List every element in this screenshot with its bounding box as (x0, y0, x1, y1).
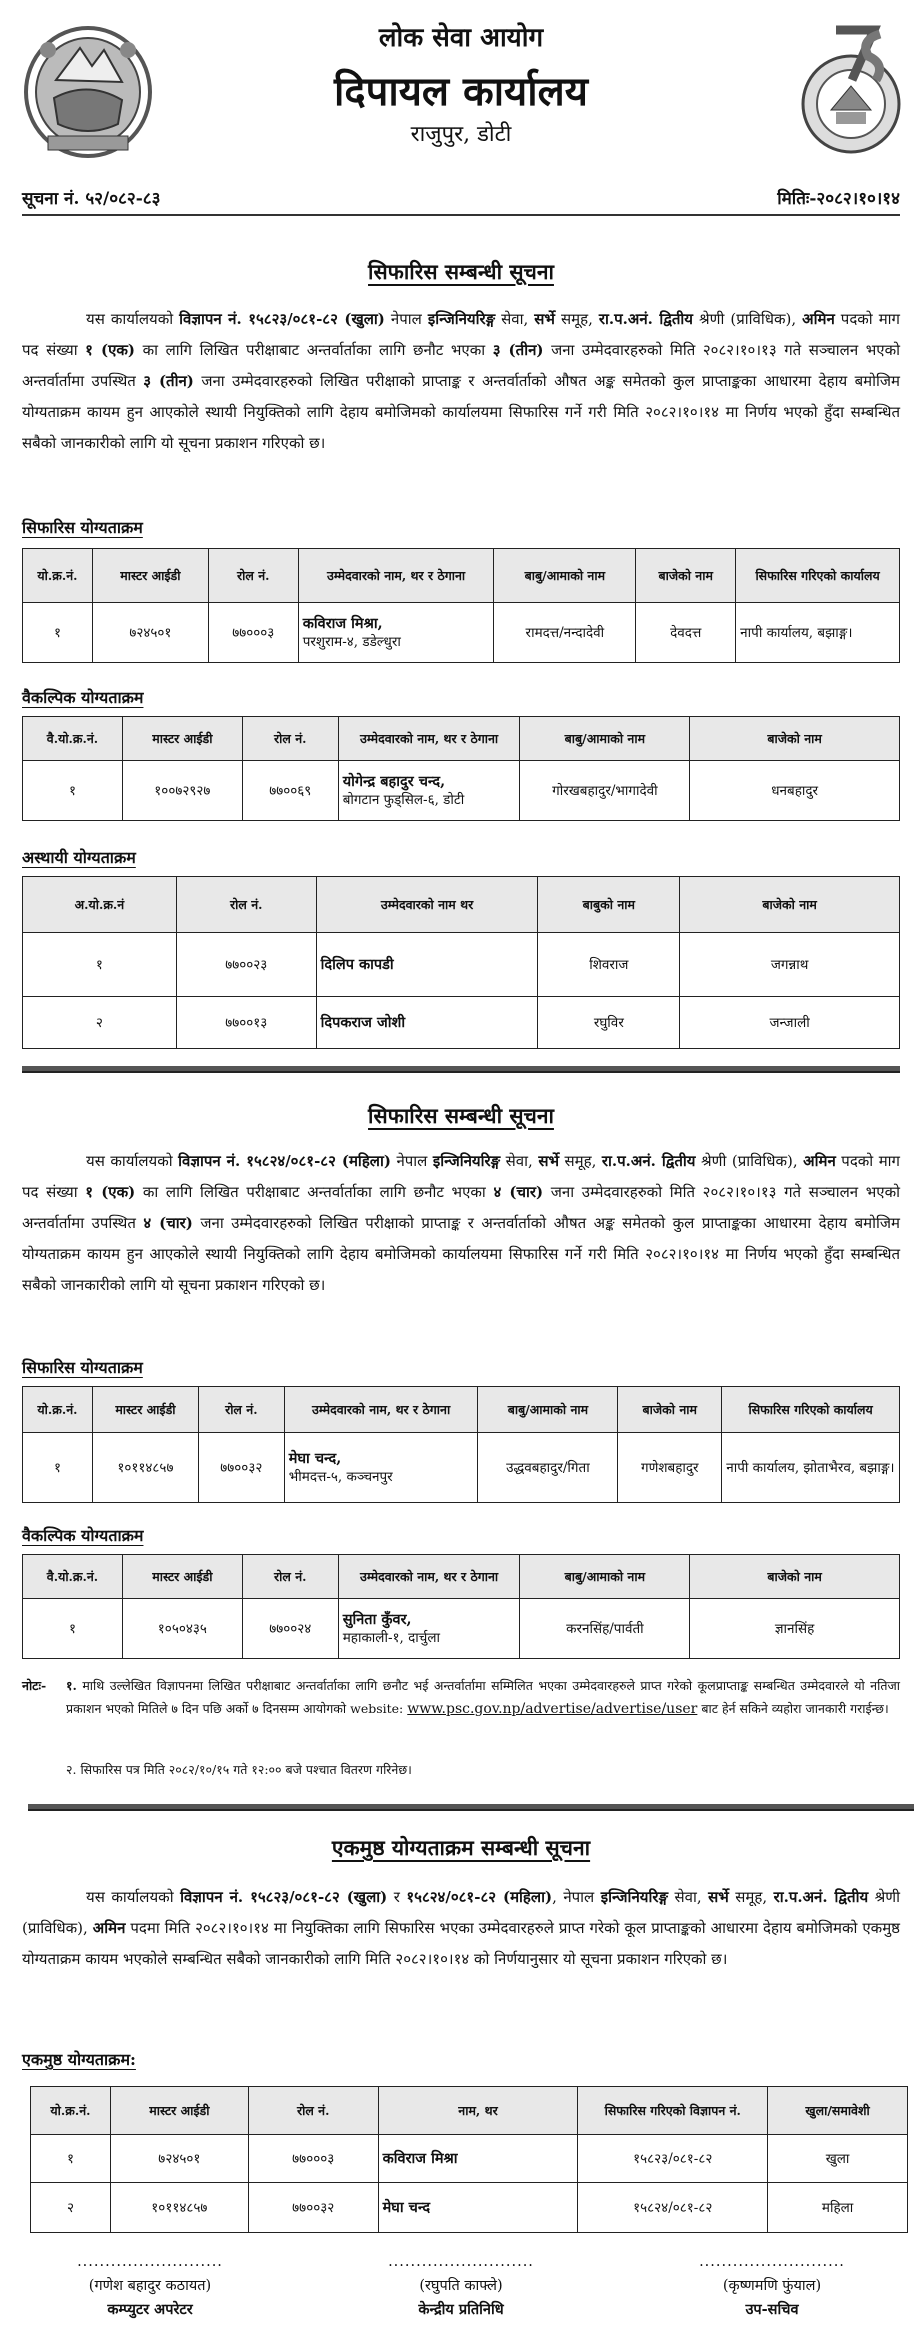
header-divider (22, 214, 900, 216)
column-header: रोल नं. (208, 549, 298, 603)
column-header: रोल नं. (242, 1555, 338, 1599)
column-header: खुला/समावेशी (768, 2087, 908, 2135)
section1-recommended-table (22, 548, 900, 663)
column-header: नाम, थर (378, 2087, 578, 2135)
column-header: बाबु/आमाको नाम (520, 1555, 690, 1599)
column-header: मास्टर आईडी (110, 2087, 248, 2135)
section3-title: एकमुष्ठ योग्यताक्रम सम्बन्धी सूचना (331, 1835, 591, 1860)
column-header: रोल नं. (242, 717, 338, 761)
section2-alternate-table (22, 1554, 900, 1659)
psc-75-years-logo-icon (796, 20, 906, 160)
signature-block-computer-operator: .......................... (गणेश बहादुर कठायत) कम्प्युटर अपरेटर (0, 2250, 300, 2322)
column-header: बाजेको नाम (680, 877, 900, 933)
section1-temporary-label: अस्थायी योग्यताक्रम (22, 848, 136, 867)
section1-alternate-table (22, 716, 900, 821)
signatory-role: केन्द्रीय प्रतिनिधि (418, 2301, 504, 2318)
notice-number: सूचना नं. ५२/०८२-८३ (22, 189, 161, 209)
note-item: १. माथि उल्लेखित विज्ञापनमा लिखित परीक्षाबाट अन्तर्वार्ताका लागि छनौट भई अन्तर्वार्तामा सम्मिलित भएका उम्मेदवारहरुले प्राप्त गरेको कूलप्राप्ताङ्क सम्बन्धित उम्मेदवारले यो नतिजा प्रकाशन भएको मितिले ७ दिन पछि अर्को ७ दिनसम्म आयोगको website: www.psc.gov.np/advertise/advertise/user बाट हेर्न सकिने व्यहोरा जानकारी गराईन्छ। (66, 1678, 900, 1717)
signatory-name: (गणेश बहादुर कठायत) (88, 2278, 212, 2294)
column-header: मास्टर आईडी (122, 717, 242, 761)
column-header: सिफारिस गरिएको कार्यालय (722, 1387, 900, 1433)
note-label: नोटः- (22, 1678, 47, 1693)
table-row: १ १००७२९२७ ७७००६९ योगेन्द्र बहादुर चन्द, बोगटान फुड्सिल-६, डोटी गोरखबहादुर/भागादेवी धनबहादुर (23, 761, 900, 821)
column-header: यो.क्र.नं. (31, 2087, 111, 2135)
section3-combined-table (30, 2086, 908, 2233)
office-name: दिपायल कार्यालय (334, 68, 588, 115)
column-header: यो.क्र.नं. (23, 549, 93, 603)
column-header: अ.यो.क्र.नं (23, 877, 177, 933)
section2-recommended-label: सिफारिस योग्यताक्रम (22, 1358, 143, 1377)
section3-combined-label: एकमुष्ठ योग्यताक्रम: (22, 2050, 136, 2069)
section-divider (28, 1804, 914, 1811)
table-row: २ १०११४८५७ ७७००३२ मेघा चन्द १५८२४/०८१-८२ महिला (31, 2183, 908, 2233)
notice-date: मितिः-२०८२।१०।१४ (777, 189, 900, 209)
table-row: १ १०११४८५७ ७७००३२ मेघा चन्द, भीमदत्त-५, कञ्चनपुर उद्धवबहादुर/गिता गणेशबहादुर नापी कार्यालय, झोताभैरव, बझाङ्ग। (23, 1433, 900, 1503)
column-header: मास्टर आईडी (92, 549, 208, 603)
signatory-role: कम्प्युटर अपरेटर (107, 2301, 193, 2318)
signature-block-under-secretary: .......................... (कृष्णमणि फुंयाल) उप-सचिव (622, 2250, 922, 2322)
letterhead (0, 0, 922, 180)
column-header: बाबु/आमाको नाम (478, 1387, 618, 1433)
column-header: रोल नं. (176, 877, 316, 933)
signature-block-central-representative: .......................... (रघुपति काफ्ले) केन्द्रीय प्रतिनिधि (311, 2250, 611, 2322)
section3-paragraph: यस कार्यालयको विज्ञापन नं. १५८२३/०८१-८२ (खुला) र १५८२४/०८१-८२ (महिला), नेपाल इन्जिनियरिङ्ग सेवा, सर्भे समूह, रा.प.अनं. द्वितीय श्रेणी (प्राविधिक), अमिन पदमा मिति २०८२।१०।१४ मा नियुक्तिका लागि सिफारिस भएका उम्मेदवारहरुले प्राप्त गरेको कूल प्राप्ताङ्कको आधारमा देहाय बमोजिमको एकमुष्ठ योग्यताक्रम कायम भएकोले सम्बन्धित सबैको जानकारीको लागि मिति २०८२।१०।१४ को निर्णयानुसार यो सूचना प्रकाशन गरिएको छ। (22, 1888, 901, 1968)
column-header: रोल नं. (248, 2087, 378, 2135)
column-header: रोल नं. (198, 1387, 284, 1433)
section1-recommended-label: सिफारिस योग्यताक्रम (22, 518, 143, 537)
section2-paragraph: यस कार्यालयको विज्ञापन नं. १५८२४/०८१-८२ (महिला) नेपाल इन्जिनियरिङ्ग सेवा, सर्भे समूह, रा.प.अनं. द्वितीय श्रेणी (प्राविधिक), अमिन पदको माग पद संख्या १ (एक) का लागि लिखित परीक्षाबाट अन्तर्वार्ताका लागि छनौट भएका ४ (चार) जना उम्मेदवारहरुको मिति २०८२।१०।१३ गते सञ्चालन भएको अन्तर्वार्तामा उपस्थित ४ (चार) जना उम्मेदवारहरुको लिखित परीक्षाको प्राप्ताङ्क र अन्तर्वार्ताको औषत अङ्क समेतको कुल प्राप्ताङ्कका आधारमा देहाय बमोजिम योग्यताक्रम कायम हुन आएकोले स्थायी नियुक्तिको लागि देहाय बमोजिमको कार्यालयमा सिफारिस गर्ने गरी मिति २०८२।१०।१४ मा निर्णय भएको हुँदा सम्बन्धित सबैको जानकारीको लागि यो सूचना प्रकाशन गरिएको छ। (22, 1152, 900, 1294)
office-address: राजुपुर, डोटी (410, 122, 512, 147)
column-header: बाबु/आमाको नाम (494, 549, 636, 603)
column-header: बाजेको नाम (636, 549, 736, 603)
note-item: २. सिफारिस पत्र मिति २०८२/१०/१५ गते १२:०० बजे पश्चात वितरण गरिनेछ। (66, 1762, 412, 1777)
column-header: उम्मेदवारको नाम थर (316, 877, 538, 933)
section1-title: सिफारिस सम्बन्धी सूचना (368, 259, 554, 284)
psc-website-link[interactable]: www.psc.gov.np/advertise/advertise/user (407, 1701, 698, 1717)
section1-paragraph: यस कार्यालयको विज्ञापन नं. १५८२३/०८१-८२ (खुला) नेपाल इन्जिनियरिङ्ग सेवा, सर्भे समूह, रा.प.अनं. द्वितीय श्रेणी (प्राविधिक), अमिन पदको माग पद संख्या १ (एक) का लागि लिखित परीक्षाबाट अन्तर्वार्ताका लागि छनौट भएका ३ (तीन) जना उम्मेदवारहरुको मिति २०८२।१०।१३ गते सञ्चालन भएको अन्तर्वार्तामा उपस्थित ३ (तीन) जना उम्मेदवारहरुको लिखित परीक्षाको प्राप्ताङ्क र अन्तर्वार्ताको औषत अङ्क समेतको कुल प्राप्ताङ्कका आधारमा देहाय बमोजिम योग्यताक्रम कायम हुन आएकोले स्थायी नियुक्तिको लागि देहाय बमोजिमको कार्यालयमा सिफारिस गर्ने गरी मिति २०८२।१०।१४ मा निर्णय भएको हुँदा सम्बन्धित सबैको जानकारीको लागि यो सूचना प्रकाशन गरिएको छ। (22, 310, 901, 452)
column-header: सिफारिस गरिएको विज्ञापन नं. (578, 2087, 768, 2135)
section-divider (22, 1066, 900, 1073)
column-header: उम्मेदवारको नाम, थर र ठेगाना (338, 717, 520, 761)
column-header: सिफारिस गरिएको कार्यालय (736, 549, 900, 603)
table-row: १ ७२४५०१ ७७०००३ कविराज मिश्रा, परशुराम-४, डडेल्धुरा रामदत्त/नन्दादेवी देवदत्त नापी कार्यालय, बझाङ्ग। (23, 603, 900, 663)
column-header: बाजेको नाम (618, 1387, 722, 1433)
table-row: १ ७२४५०१ ७७०००३ कविराज मिश्रा १५८२३/०८१-८२ खुला (31, 2135, 908, 2183)
column-header: वै.यो.क्र.नं. (23, 717, 123, 761)
section2-recommended-table (22, 1386, 900, 1503)
column-header: उम्मेदवारको नाम, थर र ठेगाना (338, 1555, 520, 1599)
column-header: बाजेको नाम (690, 1555, 900, 1599)
column-header: वै.यो.क्र.नं. (23, 1555, 123, 1599)
column-header: उम्मेदवारको नाम, थर र ठेगाना (298, 549, 494, 603)
section1-temporary-table (22, 876, 900, 1049)
notes-block (22, 1674, 900, 1794)
section2-alternate-label: वैकल्पिक योग्यताक्रम (22, 1526, 144, 1545)
section2-title: सिफारिस सम्बन्धी सूचना (368, 1103, 554, 1128)
signatory-role: उप-सचिव (745, 2301, 799, 2318)
column-header: बाजेको नाम (690, 717, 900, 761)
column-header: उम्मेदवारको नाम, थर र ठेगाना (284, 1387, 478, 1433)
signatory-name: (रघुपति काफ्ले) (419, 2278, 503, 2294)
section1-alternate-label: वैकल्पिक योग्यताक्रम (22, 688, 144, 707)
table-row: २ ७७००१३ दिपकराज जोशी रघुविर जन्जाली (23, 997, 900, 1049)
column-header: बाबुको नाम (538, 877, 680, 933)
org-name: लोक सेवा आयोग (378, 23, 544, 53)
signatory-name: (कृष्णमणि फुंयाल) (722, 2278, 822, 2294)
table-row: १ १०५०४३५ ७७००२४ सुनिता कुँवर, महाकाली-१, दार्चुला करनसिंह/पार्वती ज्ञानसिंह (23, 1599, 900, 1659)
column-header: मास्टर आईडी (122, 1555, 242, 1599)
table-row: १ ७७००२३ दिलिप कापडी शिवराज जगन्नाथ (23, 933, 900, 997)
column-header: मास्टर आईडी (92, 1387, 198, 1433)
column-header: बाबु/आमाको नाम (520, 717, 690, 761)
column-header: यो.क्र.नं. (23, 1387, 93, 1433)
